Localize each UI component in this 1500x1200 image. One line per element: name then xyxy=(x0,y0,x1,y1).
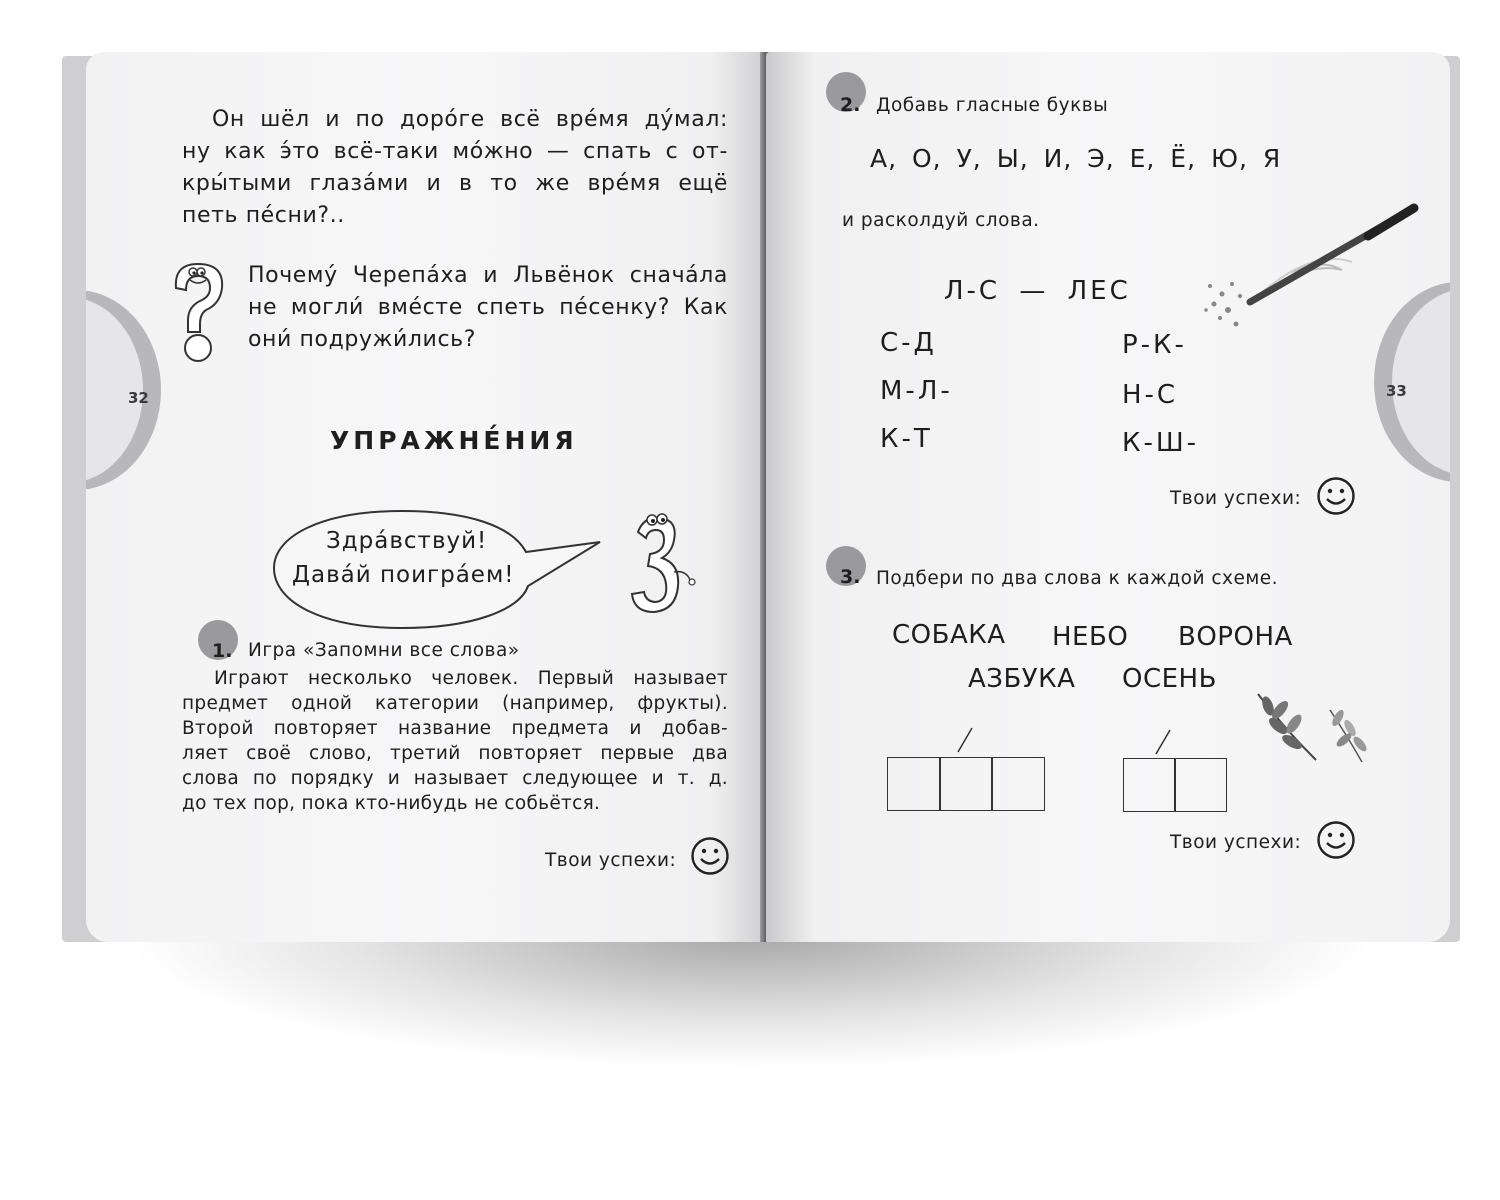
word-puzzle: С-Д xyxy=(880,328,937,358)
word-puzzle: Р-К- xyxy=(1122,330,1187,360)
word-option: ОСЕНЬ xyxy=(1122,664,1217,694)
scheme-divider xyxy=(939,757,941,811)
magic-wand-icon xyxy=(1192,198,1422,348)
word-puzzle: М-Л- xyxy=(880,376,953,406)
smiley-icon[interactable] xyxy=(1316,820,1356,860)
story-text: Он шёл и по доро́ге всё вре́мя ду́мал: ну как э́то всё-таки мо́жно — спать с от- кры́тыми глаза́ми и в то же вре́мя ещё петь пе́сни?.. xyxy=(182,107,728,228)
scheme-divider xyxy=(1174,758,1176,812)
exercise-1-body: Играют несколько человек. Первый называет предмет одной категории (например, фрукты). Второй повторяет название предмета и добав- ляет своё слово, третий повторяет первые два слова по порядку и называет следующее и т. д. до тех пор, пока кто-нибудь не собьётся. xyxy=(182,668,728,814)
exercise-3-number: 3. xyxy=(840,566,861,588)
right-page xyxy=(766,52,1450,942)
word-option: ВОРОНА xyxy=(1178,622,1293,652)
vowels-list: А, О, У, Ы, И, Э, Е, Ё, Ю, Я xyxy=(870,144,1282,173)
success-label: Твои успехи: xyxy=(1170,488,1302,509)
question-mark-character-icon xyxy=(168,258,230,364)
word-option: СОБАКА xyxy=(892,620,1006,650)
smiley-icon[interactable] xyxy=(1316,476,1356,516)
page-number: 32 xyxy=(128,389,149,407)
page-number: 33 xyxy=(1386,382,1407,400)
example-word: Л-С — ЛЕС xyxy=(944,276,1131,306)
section-title: УПРАЖНЕ́НИЯ xyxy=(330,426,578,455)
exercise-1-number: 1. xyxy=(212,640,233,662)
word-option: АЗБУКА xyxy=(968,664,1076,694)
leaf-branch-icon xyxy=(1254,688,1384,768)
exercise-3-instruction: Подбери по два слова к каждой схеме. xyxy=(876,568,1279,589)
stress-mark xyxy=(1152,726,1182,758)
word-puzzle: Н-С xyxy=(1122,380,1179,410)
exercise-1-title: Игра «Запомни все слова» xyxy=(248,640,520,661)
word-scheme-three-syllables[interactable] xyxy=(887,757,1045,811)
word-option: НЕБО xyxy=(1052,622,1129,652)
success-label: Твои успехи: xyxy=(545,850,677,871)
word-puzzle: К-Ш- xyxy=(1122,428,1200,458)
stress-mark xyxy=(954,724,984,756)
word-puzzle: К-Т xyxy=(880,424,933,454)
exercise-2-number: 2. xyxy=(840,94,861,116)
page-tab-left xyxy=(86,290,161,490)
number-three-character-icon xyxy=(624,510,698,620)
left-page xyxy=(86,52,766,942)
smiley-icon[interactable] xyxy=(690,836,730,876)
exercise-2-instruction: Добавь гласные буквы xyxy=(876,95,1109,116)
success-label: Твои успехи: xyxy=(1170,832,1302,853)
speech-line-1: Здра́вствуй! xyxy=(326,528,488,554)
scheme-divider xyxy=(991,757,993,811)
speech-line-2: Дава́й поигра́ем! xyxy=(292,562,515,588)
question-text: Почему́ Черепа́ха и Львёнок снача́ла не могли́ вме́сте спеть пе́сенку? Как они́ подружи́лись? xyxy=(248,263,728,352)
exercise-2-instruction-2: и расколдуй слова. xyxy=(842,210,1040,231)
